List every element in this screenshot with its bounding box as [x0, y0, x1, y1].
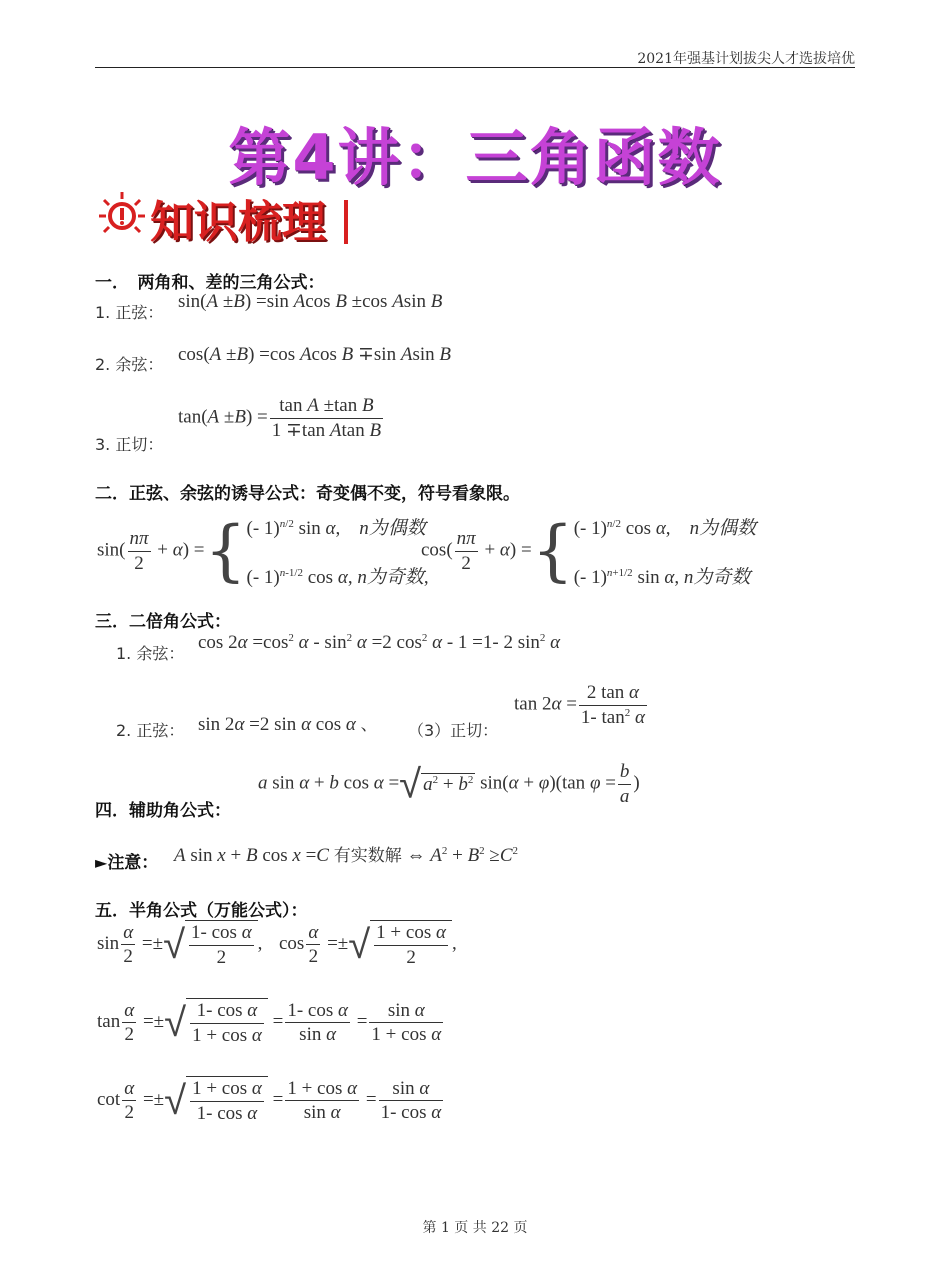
odd-case-2: n为奇数 [683, 567, 751, 588]
even-case: n为偶数 [359, 518, 426, 539]
sine-reduction-formula: sin( $\frac{n\pi}{2}$ + α) ={ (- 1)$^{n/2}$ sin α, n为偶数 (- 1)$^{n-1/2}$ cos α, n为奇数, [97, 512, 429, 589]
double-tangent-label: （3）正切： [408, 721, 499, 740]
page-footer: 第 1 页 共 22 页 [422, 1220, 528, 1236]
double-angle-sine-formula: sin 2α =2 sin α cos α 、 [198, 714, 378, 735]
lecture-title: 第4讲：三角函数 [228, 121, 722, 194]
cosine-reduction-formula: cos( $\frac{n\pi}{2}$ + α) ={ (- 1)$^{n/2}$ cos α, n为偶数 (- 1)$^{n+1/2}$ sin α, n为奇数 [421, 512, 757, 589]
equivalence-symbol: ⇔ [406, 845, 426, 866]
tangent-sum-formula: tan(A ±B) = $\frac{\text{tan A ±tan B}}{\text{1 ∓tan Atan B}}$ [178, 395, 382, 441]
running-header: 2021年强基计划拔尖人才选拔培优 [637, 51, 855, 67]
sine-sum-formula: sin(A ±B) =sin Acos B ±cos Asin B [178, 291, 443, 312]
half-angle-cotangent-formula: cot $\frac{\alpha}{2}$ =±√ $\frac{\text{1 + cos α}}{\text{1- cos α}}$ = $\frac{\text{1 + cos α}}{\text{sin α}}$ = $\frac{\text{sin α}}{\text{1- cos α}}$ [97, 1077, 442, 1124]
formula-separator: 、 [360, 715, 378, 735]
section-5-heading: 五．半角公式（万能公式）： [95, 901, 308, 921]
sine-label: 1. 正弦： [95, 303, 164, 322]
half-angle-tangent-formula: tan $\frac{\alpha}{2}$ =±√ $\frac{\text{1- cos α}}{\text{1 + cos α}}$ = $\frac{\text{1- cos α}}{\text{sin α}}$ = $\frac{\text{sin α}}{\text{1 + cos α}}$ [97, 999, 442, 1046]
cosine-label: 2. 余弦： [95, 355, 164, 374]
section-1-heading: 一． 两角和、差的三角公式： [95, 273, 325, 293]
cosine-sum-formula: cos(A ±B) =cos Acos B ∓sin Asin B [178, 344, 451, 365]
arrow-bullet-icon: ► [95, 853, 108, 872]
note-middle-text: 有实数解 [333, 846, 402, 866]
banner-text: 知识梳理 [150, 197, 326, 248]
note-formula: A sin x + B cos x =C 有实数解 ⇔ $A^2 + B^2 \ge C^2$ [174, 845, 519, 866]
auxiliary-angle-formula: a sin α + b cos α =√ $a^2 + b^2$ sin(α + φ)(tan φ = $\frac{b}{a}$ ) [258, 761, 640, 808]
section-3-heading: 三．二倍角公式： [95, 612, 231, 632]
odd-case: n为奇数 [357, 567, 424, 588]
double-angle-cosine-formula: $\cos 2\alpha =\cos^2$ $\alpha - \sin^2 \alpha =2$ $\cos^2 \alpha - 1 =1-$ 2 $\sin^2 \alpha$ [198, 632, 561, 653]
note-label: 注意： [107, 853, 159, 873]
section-4-heading: 四．辅助角公式： [95, 801, 231, 821]
header-rule [95, 67, 855, 68]
tangent-label: 3. 正切： [95, 435, 164, 454]
half-angle-cosine-formula: cos $\frac{\alpha}{2}$ =±√ $\frac{\text{1 + cos α}}{2}$ , [279, 921, 457, 968]
note-line [95, 848, 158, 873]
section-2-heading: 二．正弦、余弦的诱导公式：奇变偶不变，符号看象限。 [95, 484, 520, 504]
double-sine-label: 2. 正弦： [116, 721, 185, 740]
lightbulb-icon [98, 190, 146, 242]
double-angle-tangent-formula: tan 2α = $\frac{\text{2 tan α}}{1- \tan^2 \alpha}$ [514, 682, 645, 728]
half-angle-sine-formula: sin $\frac{\alpha}{2}$ =±√ $\frac{\text{1- cos α}}{2}$ , [97, 921, 263, 968]
banner-bar [344, 200, 348, 244]
double-cosine-label: 1. 余弦： [116, 644, 185, 663]
even-case-2: n为偶数 [689, 518, 757, 539]
